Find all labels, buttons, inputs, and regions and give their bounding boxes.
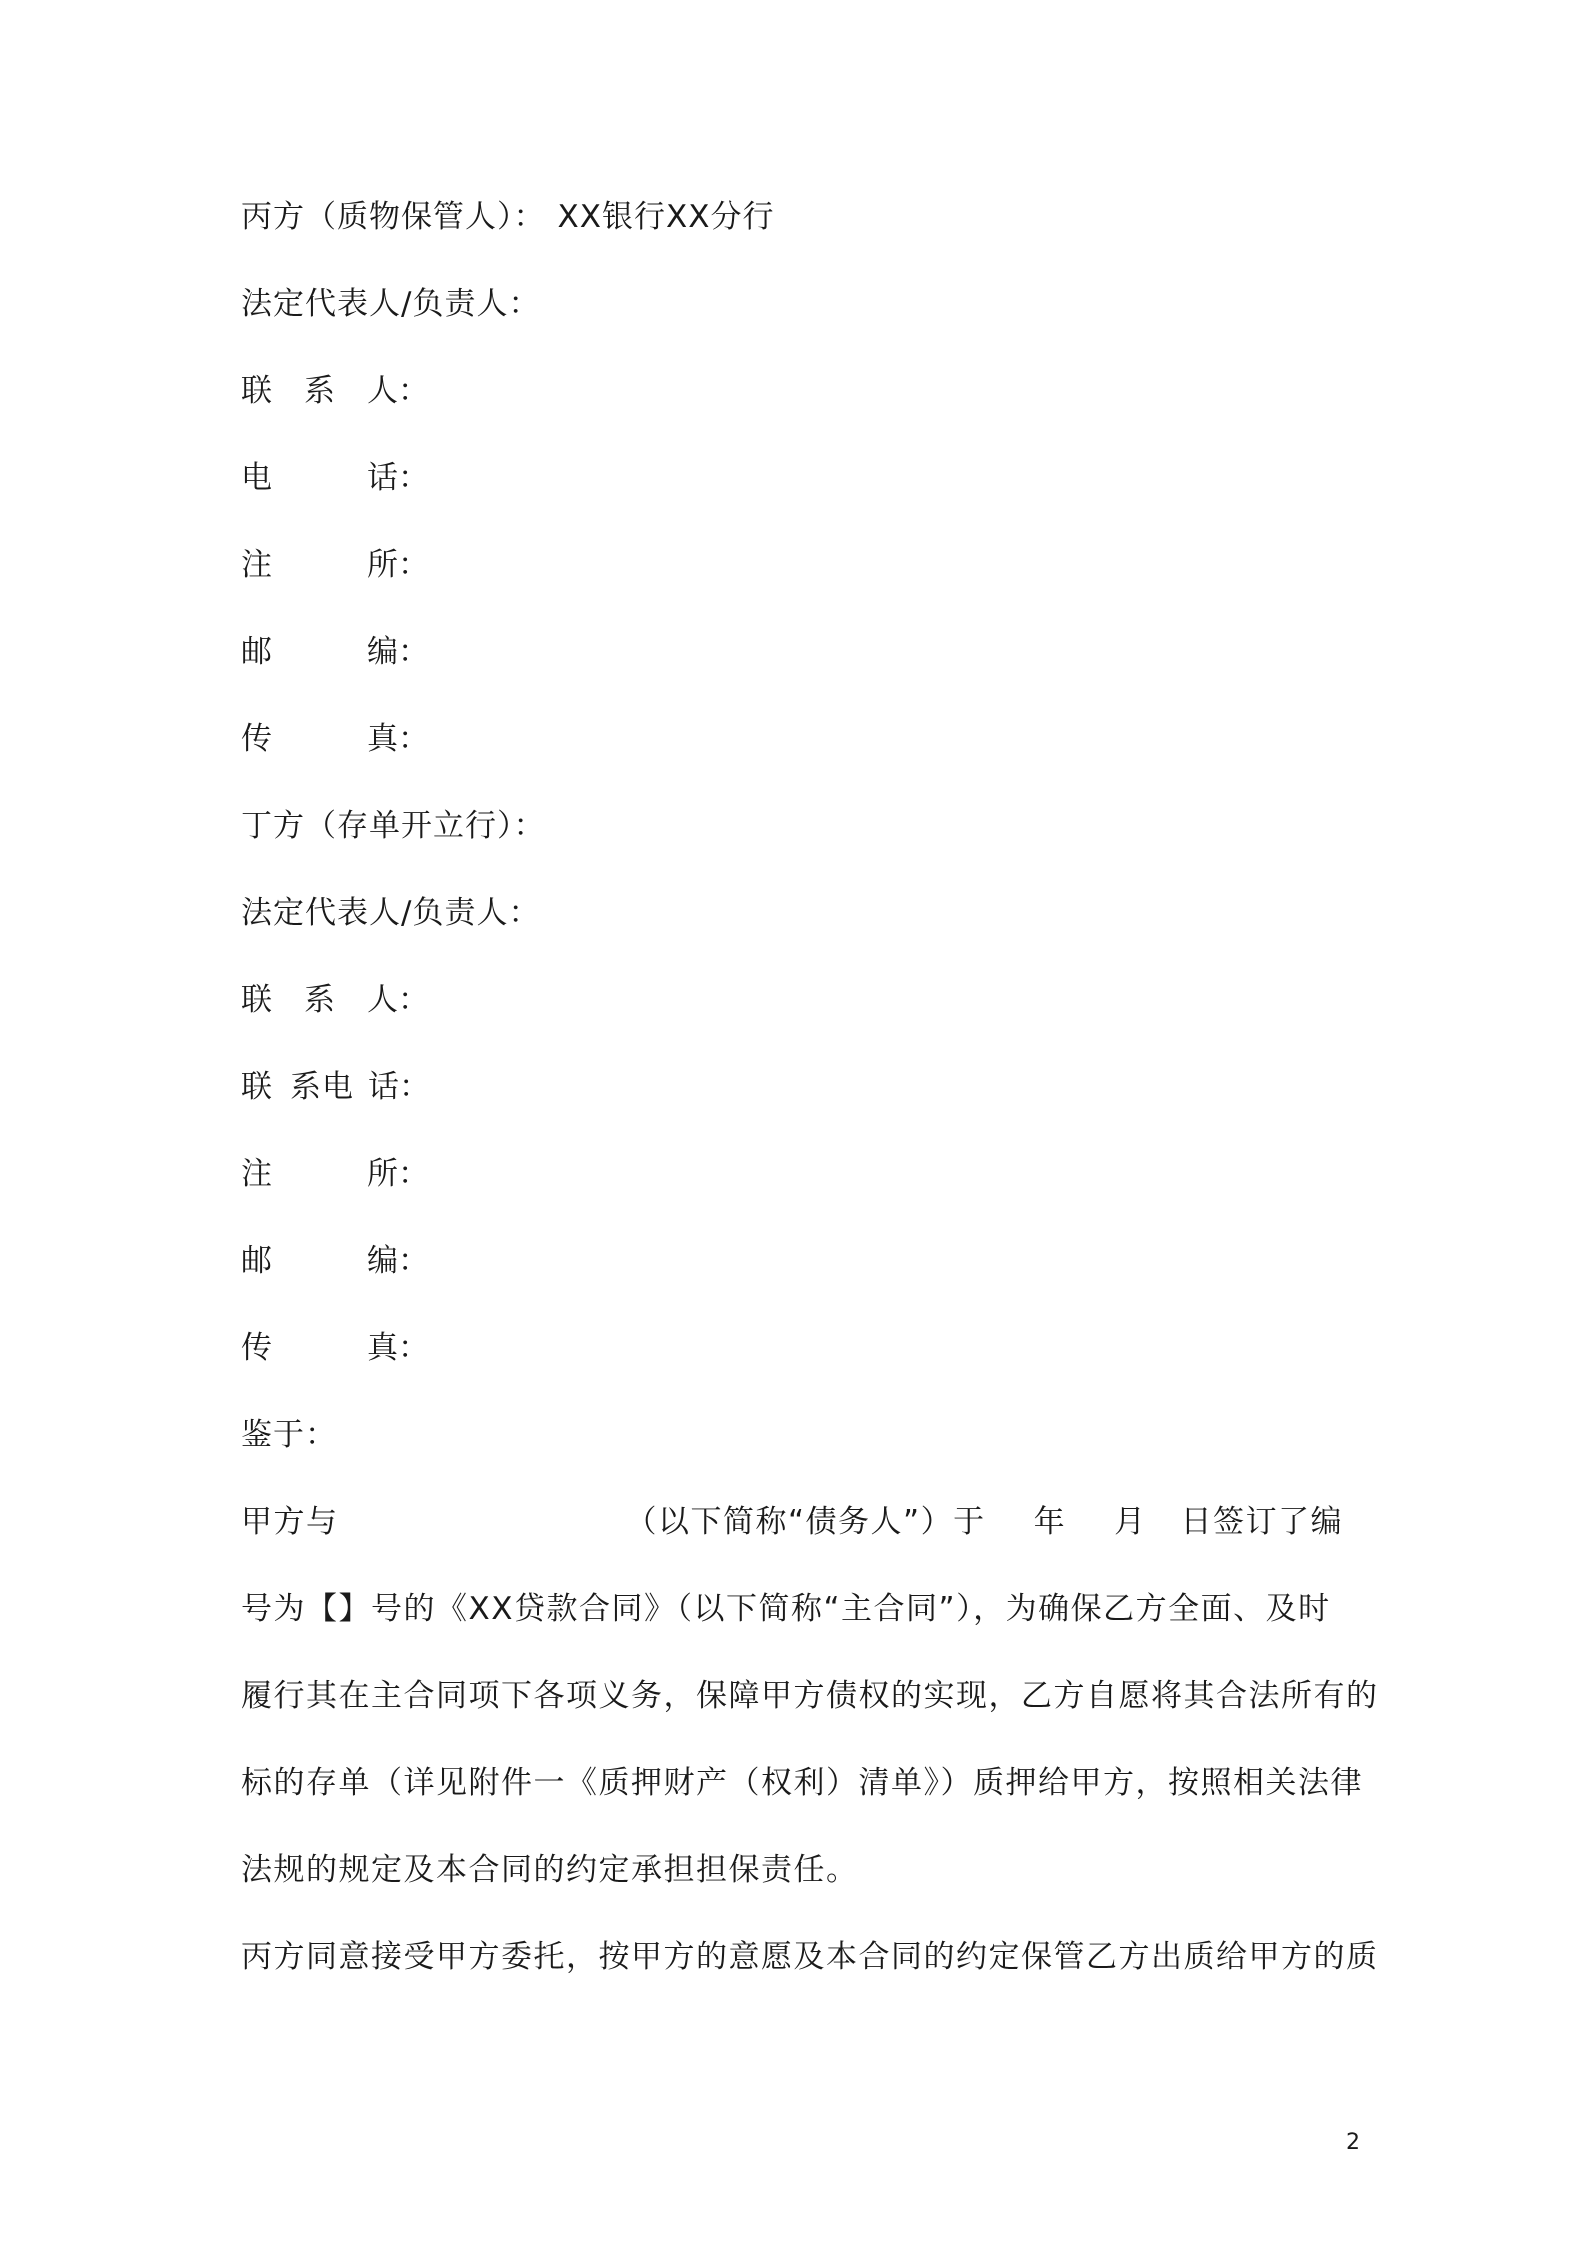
page-number: 2 [1346,2130,1360,2155]
label-char: 真 [367,721,399,757]
label-char: 注 [241,547,273,583]
label-char: 人 [367,373,399,409]
label-char: 注 [241,1156,273,1192]
para1-line2: 号为【】号的《XX贷款合同》（以下简称“主合同”），为确保乙方全面、及时 [241,1591,1331,1627]
para1-text: 年 [1033,1504,1067,1540]
label-char: 传 [241,721,273,757]
label-colon: ： [399,1069,431,1105]
label-chars: 系电 [290,1069,354,1105]
para1-line1 [241,1502,1351,1542]
para1-text: （以下简称“债务人”）于 [625,1504,986,1540]
label-colon: ： [398,1330,430,1366]
party-d-contact [241,980,1351,1020]
label-char: 所 [367,1156,399,1192]
para2-line1: 丙方同意接受甲方委托，按甲方的意愿及本合同的约定保管乙方出质给甲方的质 [241,1939,1379,1975]
label-char: 编 [367,1243,399,1279]
label-char: 真 [367,1330,399,1366]
label-colon: ： [398,1156,430,1192]
label-char: 联 [241,982,273,1018]
party-c-value: XX银行XX分行 [557,199,775,235]
party-d-legal-rep: 法定代表人/负责人： [241,895,541,931]
label-char: 话 [367,460,399,496]
label-char: 系 [304,373,336,409]
label-char: 话 [368,1069,400,1105]
label-colon: ： [398,547,430,583]
whereas-heading: 鉴于： [241,1417,337,1453]
label-char: 人 [367,982,399,1018]
label-colon: ： [398,982,430,1018]
party-c-postcode [241,632,1351,672]
label-colon: ： [398,721,430,757]
label-char: 系 [304,982,336,1018]
label-char: 所 [367,547,399,583]
party-c-contact [241,371,1351,411]
party-c-fax [241,719,1351,759]
party-c-phone [241,458,1351,498]
label-char: 编 [367,634,399,670]
party-c-legal-rep: 法定代表人/负责人： [241,286,541,322]
para1-text: 日签订了编 [1180,1504,1344,1540]
label-char: 联 [241,373,273,409]
para1-line3: 履行其在主合同项下各项义务，保障甲方债权的实现，乙方自愿将其合法所有的 [241,1678,1379,1714]
label-char: 邮 [241,634,273,670]
party-c-address [241,545,1351,585]
label-colon: ： [398,1243,430,1279]
label-char: 电 [241,460,273,496]
label-char: 传 [241,1330,273,1366]
party-d-heading: 丁方（存单开立行）： [241,808,546,844]
para1-line5: 法规的规定及本合同的约定承担担保责任。 [241,1852,859,1888]
para1-line4: 标的存单（详见附件一《质押财产（权利）清单》）质押给甲方，按照相关法律 [241,1765,1363,1801]
label-colon: ： [398,634,430,670]
para1-text: 月 [1114,1504,1147,1540]
party-d-address [241,1154,1351,1194]
label-colon: ： [398,373,430,409]
party-c-heading: 丙方（质物保管人）： [241,199,546,235]
label-char: 联 [241,1069,273,1105]
party-d-phone [241,1067,1351,1107]
label-colon: ： [398,460,430,496]
label-char: 邮 [241,1243,273,1279]
party-d-postcode [241,1241,1351,1281]
para1-text: 甲方与 [241,1504,339,1540]
party-c-heading-line [241,197,1351,237]
party-d-fax [241,1328,1351,1368]
